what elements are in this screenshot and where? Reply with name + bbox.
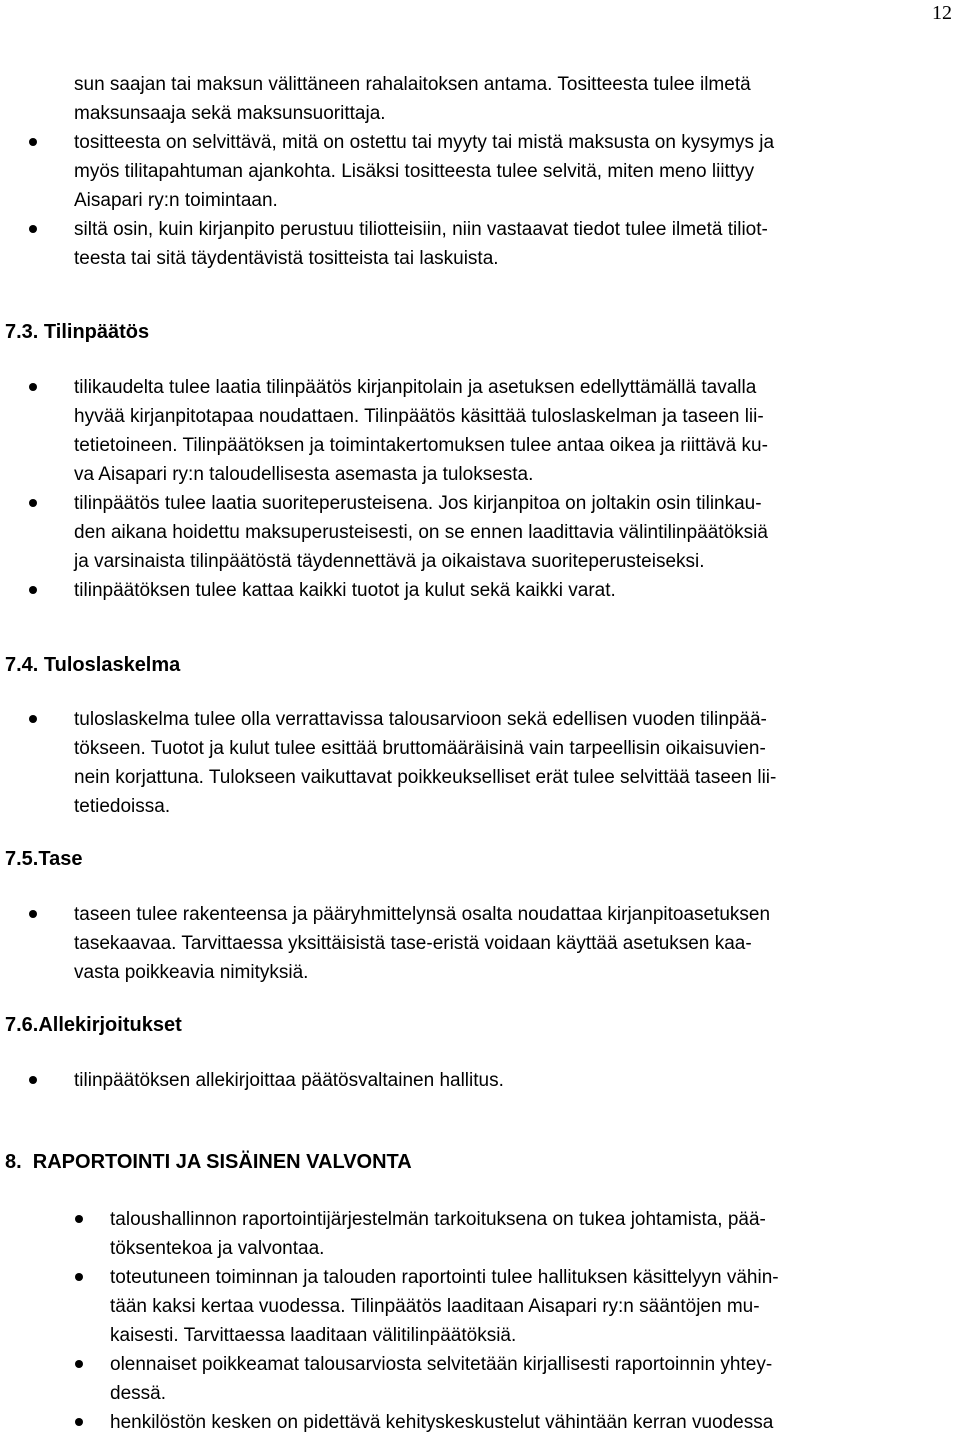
section-7-3-list bbox=[74, 373, 954, 605]
text-line: toteutuneen toiminnan ja talouden raportointi tulee hallituksen käsittelyyn vähin- bbox=[110, 1267, 779, 1288]
text-line: den aikana hoidettu maksuperusteisesti, on se ennen laadittavia välintilinpäätöksiä bbox=[74, 522, 768, 543]
list-item bbox=[74, 373, 954, 489]
text-line: kaisesti. Tarvittaessa laaditaan välitilinpäätöksiä. bbox=[110, 1325, 517, 1346]
text-line: dessä. bbox=[110, 1383, 166, 1404]
section-7-6-list bbox=[74, 1066, 954, 1095]
bullet-icon bbox=[75, 1360, 83, 1368]
bullet-icon bbox=[29, 1076, 37, 1084]
text-line: tilinpäätöksen tulee kattaa kaikki tuotot ja kulut sekä kaikki varat. bbox=[74, 580, 616, 601]
bullet-icon bbox=[29, 910, 37, 918]
bullet-icon bbox=[75, 1273, 83, 1281]
text-line: va Aisapari ry:n taloudellisesta asemasta ja tuloksesta. bbox=[74, 464, 534, 485]
text-line: ja varsinaista tilinpäätöstä täydennettävä ja oikaistava suoriteperusteiseksi. bbox=[74, 551, 705, 572]
text-line: teesta tai sitä täydentävistä tositteista tai laskuista. bbox=[74, 248, 499, 269]
list-item bbox=[74, 1066, 954, 1095]
text-line: tilinpäätös tulee laatia suoriteperusteisena. Jos kirjanpitoa on joltakin osin tilinkau- bbox=[74, 493, 762, 514]
section-heading: 7.3. Tilinpäätös bbox=[5, 321, 150, 343]
text-line: nein korjattuna. Tulokseen vaikuttavat poikkeukselliset erät tulee selvittää taseen lii- bbox=[74, 767, 777, 788]
text-line: tään kaksi kertaa vuodessa. Tilinpäätös laaditaan Aisapari ry:n sääntöjen mu- bbox=[110, 1296, 760, 1317]
list-item bbox=[110, 1408, 955, 1437]
section-heading: 7.6.Allekirjoitukset bbox=[5, 1014, 182, 1036]
text-line: tilikaudelta tulee laatia tilinpäätös kirjanpitolain ja asetuksen edellyttämällä tavalla bbox=[74, 377, 757, 398]
bullet-icon bbox=[75, 1215, 83, 1223]
bullet-icon bbox=[29, 383, 37, 391]
text-line: maksunsaaja sekä maksunsuorittaja. bbox=[74, 103, 386, 124]
bullet-icon bbox=[29, 225, 37, 233]
list-item bbox=[110, 1350, 955, 1408]
text-line: tökseen. Tuotot ja kulut tulee esittää bruttomääräisinä vain tarpeellisin oikaisuvien- bbox=[74, 738, 766, 759]
list-item bbox=[74, 489, 954, 576]
bullet-icon bbox=[75, 1418, 83, 1426]
list-item bbox=[110, 1263, 955, 1350]
list-item bbox=[74, 576, 954, 605]
intro-bullet-list bbox=[74, 128, 954, 273]
list-item bbox=[110, 1205, 955, 1263]
section-7-4-list bbox=[74, 705, 954, 821]
bullet-icon bbox=[29, 586, 37, 594]
text-line: tositteesta on selvittävä, mitä on ostettu tai myyty tai mistä maksusta on kysymys ja bbox=[74, 132, 775, 153]
bullet-icon bbox=[29, 138, 37, 146]
text-line: tetiedoissa. bbox=[74, 796, 171, 817]
text-line: siltä osin, kuin kirjanpito perustuu tiliotteisiin, niin vastaavat tiedot tulee ilmetä tiliot- bbox=[74, 219, 768, 240]
text-line: tetietoineen. Tilinpäätöksen ja toimintakertomuksen tulee antaa oikea ja riittävä ku- bbox=[74, 435, 768, 456]
text-line: töksentekoa ja valvontaa. bbox=[110, 1238, 325, 1259]
text-line: taseen tulee rakenteensa ja pääryhmittelynsä osalta noudattaa kirjanpitoasetuksen bbox=[74, 904, 771, 925]
list-item bbox=[74, 900, 954, 987]
bullet-icon bbox=[29, 715, 37, 723]
list-item bbox=[74, 215, 954, 273]
text-line: tuloslaskelma tulee olla verrattavissa talousarvioon sekä edellisen vuoden tilinpää- bbox=[74, 709, 767, 730]
text-line: taloushallinnon raportointijärjestelmän tarkoituksena on tukea johtamista, pää- bbox=[110, 1209, 766, 1230]
section-7-5-list bbox=[74, 900, 954, 987]
list-item bbox=[74, 705, 954, 821]
text-line: Aisapari ry:n toimintaan. bbox=[74, 190, 278, 211]
text-line: henkilöstön kesken on pidettävä kehityskeskustelut vähintään kerran vuodessa bbox=[110, 1412, 774, 1433]
text-line: tasekaavaa. Tarvittaessa yksittäisistä tase-eristä voidaan käyttää asetuksen kaa- bbox=[74, 933, 752, 954]
text-line: hyvää kirjanpitotapaa noudattaen. Tilinpäätös käsittää tuloslaskelman ja taseen lii- bbox=[74, 406, 764, 427]
bullet-icon bbox=[29, 499, 37, 507]
section-heading: 7.4. Tuloslaskelma bbox=[5, 654, 181, 676]
section-8-list bbox=[110, 1205, 955, 1437]
text-line: olennaiset poikkeamat talousarviosta selvitetään kirjallisesti raportoinnin yhtey- bbox=[110, 1354, 773, 1375]
page-number: 12 bbox=[932, 2, 952, 24]
text-line: myös tilitapahtuman ajankohta. Lisäksi tositteesta tulee selvitä, miten meno liittyy bbox=[74, 161, 755, 182]
text-line: tilinpäätöksen allekirjoittaa päätösvaltainen hallitus. bbox=[74, 1070, 504, 1091]
section-heading: 7.5.Tase bbox=[5, 848, 83, 870]
text-line: vasta poikkeavia nimityksiä. bbox=[74, 962, 309, 983]
list-item bbox=[74, 128, 954, 215]
intro-paragraph bbox=[74, 70, 954, 128]
text-line: sun saajan tai maksun välittäneen rahalaitoksen antama. Tositteesta tulee ilmetä bbox=[74, 74, 751, 95]
section-heading: 8. RAPORTOINTI JA SISÄINEN VALVONTA bbox=[5, 1151, 412, 1173]
